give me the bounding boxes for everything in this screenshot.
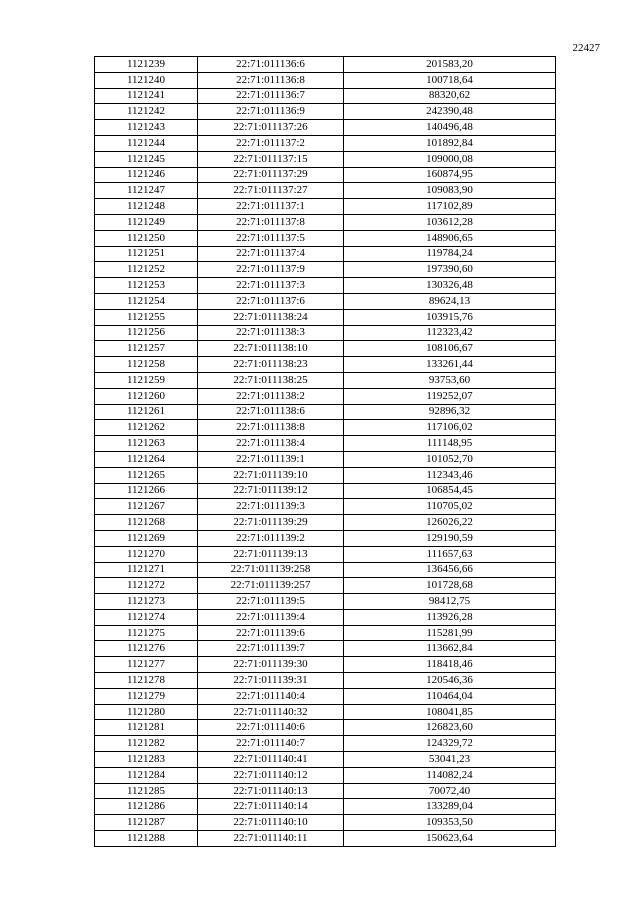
- table-row: [95, 483, 556, 499]
- row-id-cell: 1121274: [95, 609, 198, 625]
- row-id-cell: 1121265: [95, 467, 198, 483]
- row-id-cell: 1121259: [95, 372, 198, 388]
- row-id-cell: 1121247: [95, 183, 198, 199]
- row-id-cell: 1121239: [95, 57, 198, 73]
- row-id-cell: 1121288: [95, 831, 198, 847]
- row-id-cell: 1121269: [95, 530, 198, 546]
- cadastral-number-cell: 22:71:011139:6: [198, 625, 344, 641]
- value-cell: 103612,28: [344, 214, 556, 230]
- table-body: [95, 57, 556, 847]
- value-cell: 201583,20: [344, 57, 556, 73]
- value-cell: 100718,64: [344, 72, 556, 88]
- table-row: [95, 815, 556, 831]
- value-cell: 93753,60: [344, 372, 556, 388]
- table-row: [95, 704, 556, 720]
- table-row: [95, 262, 556, 278]
- table-row: [95, 467, 556, 483]
- table-row: [95, 720, 556, 736]
- table-row: [95, 831, 556, 847]
- value-cell: 126026,22: [344, 515, 556, 531]
- table-row: [95, 673, 556, 689]
- value-cell: 136456,66: [344, 562, 556, 578]
- cadastral-number-cell: 22:71:011136:6: [198, 57, 344, 73]
- table-row: [95, 752, 556, 768]
- value-cell: 106854,45: [344, 483, 556, 499]
- cadastral-number-cell: 22:71:011138:8: [198, 420, 344, 436]
- row-id-cell: 1121250: [95, 230, 198, 246]
- value-cell: 160874,95: [344, 167, 556, 183]
- row-id-cell: 1121279: [95, 688, 198, 704]
- cadastral-number-cell: 22:71:011140:11: [198, 831, 344, 847]
- cadastral-number-cell: 22:71:011136:9: [198, 104, 344, 120]
- table-row: [95, 546, 556, 562]
- row-id-cell: 1121287: [95, 815, 198, 831]
- table-row: [95, 641, 556, 657]
- cadastral-number-cell: 22:71:011138:24: [198, 309, 344, 325]
- row-id-cell: 1121285: [95, 783, 198, 799]
- row-id-cell: 1121253: [95, 278, 198, 294]
- row-id-cell: 1121282: [95, 736, 198, 752]
- page-number: 22427: [572, 42, 600, 54]
- cadastral-number-cell: 22:71:011139:29: [198, 515, 344, 531]
- value-cell: 109083,90: [344, 183, 556, 199]
- table-row: [95, 594, 556, 610]
- row-id-cell: 1121243: [95, 120, 198, 136]
- value-cell: 120546,36: [344, 673, 556, 689]
- row-id-cell: 1121258: [95, 357, 198, 373]
- cadastral-number-cell: 22:71:011137:15: [198, 151, 344, 167]
- cadastral-number-cell: 22:71:011137:5: [198, 230, 344, 246]
- value-cell: 140496,48: [344, 120, 556, 136]
- cadastral-number-cell: 22:71:011140:10: [198, 815, 344, 831]
- table-row: [95, 688, 556, 704]
- cadastral-number-cell: 22:71:011138:2: [198, 388, 344, 404]
- value-cell: 114082,24: [344, 767, 556, 783]
- value-cell: 111657,63: [344, 546, 556, 562]
- table-row: [95, 246, 556, 262]
- cadastral-number-cell: 22:71:011139:2: [198, 530, 344, 546]
- cadastral-number-cell: 22:71:011140:41: [198, 752, 344, 768]
- table-row: [95, 278, 556, 294]
- cadastral-number-cell: 22:71:011137:1: [198, 199, 344, 215]
- row-id-cell: 1121286: [95, 799, 198, 815]
- row-id-cell: 1121284: [95, 767, 198, 783]
- table-row: [95, 167, 556, 183]
- table-row: [95, 341, 556, 357]
- table-row: [95, 578, 556, 594]
- value-cell: 92896,32: [344, 404, 556, 420]
- table-row: [95, 625, 556, 641]
- value-cell: 101052,70: [344, 451, 556, 467]
- value-cell: 150623,64: [344, 831, 556, 847]
- cadastral-number-cell: 22:71:011137:6: [198, 293, 344, 309]
- value-cell: 113926,28: [344, 609, 556, 625]
- row-id-cell: 1121266: [95, 483, 198, 499]
- table-row: [95, 515, 556, 531]
- table-row: [95, 135, 556, 151]
- table-row: [95, 183, 556, 199]
- row-id-cell: 1121270: [95, 546, 198, 562]
- cadastral-number-cell: 22:71:011139:13: [198, 546, 344, 562]
- table-row: [95, 404, 556, 420]
- value-cell: 89624,13: [344, 293, 556, 309]
- cadastral-number-cell: 22:71:011138:25: [198, 372, 344, 388]
- cadastral-number-cell: 22:71:011137:27: [198, 183, 344, 199]
- row-id-cell: 1121263: [95, 436, 198, 452]
- value-cell: 117106,02: [344, 420, 556, 436]
- table-row: [95, 499, 556, 515]
- row-id-cell: 1121267: [95, 499, 198, 515]
- table-row: [95, 609, 556, 625]
- row-id-cell: 1121276: [95, 641, 198, 657]
- value-cell: 108106,67: [344, 341, 556, 357]
- cadastral-number-cell: 22:71:011136:7: [198, 88, 344, 104]
- cadastral-number-cell: 22:71:011137:26: [198, 120, 344, 136]
- value-cell: 197390,60: [344, 262, 556, 278]
- value-cell: 118418,46: [344, 657, 556, 673]
- cadastral-number-cell: 22:71:011139:7: [198, 641, 344, 657]
- value-cell: 110705,02: [344, 499, 556, 515]
- cadastral-number-cell: 22:71:011139:4: [198, 609, 344, 625]
- row-id-cell: 1121248: [95, 199, 198, 215]
- row-id-cell: 1121261: [95, 404, 198, 420]
- value-cell: 133289,04: [344, 799, 556, 815]
- row-id-cell: 1121254: [95, 293, 198, 309]
- value-cell: 133261,44: [344, 357, 556, 373]
- value-cell: 109353,50: [344, 815, 556, 831]
- value-cell: 124329,72: [344, 736, 556, 752]
- table-row: [95, 357, 556, 373]
- row-id-cell: 1121257: [95, 341, 198, 357]
- row-id-cell: 1121272: [95, 578, 198, 594]
- row-id-cell: 1121242: [95, 104, 198, 120]
- table-row: [95, 451, 556, 467]
- table-row: [95, 783, 556, 799]
- row-id-cell: 1121262: [95, 420, 198, 436]
- row-id-cell: 1121241: [95, 88, 198, 104]
- cadastral-number-cell: 22:71:011138:23: [198, 357, 344, 373]
- table-row: [95, 214, 556, 230]
- table-row: [95, 151, 556, 167]
- cadastral-number-cell: 22:71:011137:29: [198, 167, 344, 183]
- row-id-cell: 1121268: [95, 515, 198, 531]
- table-row: [95, 530, 556, 546]
- value-cell: 113662,84: [344, 641, 556, 657]
- table-row: [95, 120, 556, 136]
- row-id-cell: 1121244: [95, 135, 198, 151]
- table-row: [95, 72, 556, 88]
- value-cell: 126823,60: [344, 720, 556, 736]
- data-table: [94, 56, 556, 847]
- table-row: [95, 104, 556, 120]
- row-id-cell: 1121281: [95, 720, 198, 736]
- cadastral-number-cell: 22:71:011138:4: [198, 436, 344, 452]
- cadastral-number-cell: 22:71:011140:12: [198, 767, 344, 783]
- value-cell: 130326,48: [344, 278, 556, 294]
- cadastral-number-cell: 22:71:011139:5: [198, 594, 344, 610]
- table-row: [95, 562, 556, 578]
- cadastral-number-cell: 22:71:011137:8: [198, 214, 344, 230]
- row-id-cell: 1121255: [95, 309, 198, 325]
- cadastral-number-cell: 22:71:011139:30: [198, 657, 344, 673]
- value-cell: 242390,48: [344, 104, 556, 120]
- cadastral-number-cell: 22:71:011140:7: [198, 736, 344, 752]
- table-row: [95, 88, 556, 104]
- row-id-cell: 1121240: [95, 72, 198, 88]
- cadastral-number-cell: 22:71:011139:3: [198, 499, 344, 515]
- cadastral-number-cell: 22:71:011139:257: [198, 578, 344, 594]
- cadastral-number-cell: 22:71:011136:8: [198, 72, 344, 88]
- value-cell: 117102,89: [344, 199, 556, 215]
- cadastral-number-cell: 22:71:011139:258: [198, 562, 344, 578]
- cadastral-number-cell: 22:71:011138:3: [198, 325, 344, 341]
- value-cell: 110464,04: [344, 688, 556, 704]
- cadastral-number-cell: 22:71:011140:6: [198, 720, 344, 736]
- row-id-cell: 1121251: [95, 246, 198, 262]
- row-id-cell: 1121249: [95, 214, 198, 230]
- row-id-cell: 1121252: [95, 262, 198, 278]
- table-row: [95, 230, 556, 246]
- table-row: [95, 736, 556, 752]
- table-row: [95, 657, 556, 673]
- cadastral-number-cell: 22:71:011137:9: [198, 262, 344, 278]
- cadastral-number-cell: 22:71:011138:10: [198, 341, 344, 357]
- cadastral-number-cell: 22:71:011139:10: [198, 467, 344, 483]
- value-cell: 111148,95: [344, 436, 556, 452]
- value-cell: 103915,76: [344, 309, 556, 325]
- table-row: [95, 799, 556, 815]
- row-id-cell: 1121245: [95, 151, 198, 167]
- row-id-cell: 1121278: [95, 673, 198, 689]
- value-cell: 98412,75: [344, 594, 556, 610]
- value-cell: 129190,59: [344, 530, 556, 546]
- row-id-cell: 1121275: [95, 625, 198, 641]
- value-cell: 112323,42: [344, 325, 556, 341]
- cadastral-number-cell: 22:71:011139:1: [198, 451, 344, 467]
- row-id-cell: 1121280: [95, 704, 198, 720]
- value-cell: 148906,65: [344, 230, 556, 246]
- row-id-cell: 1121246: [95, 167, 198, 183]
- value-cell: 53041,23: [344, 752, 556, 768]
- cadastral-number-cell: 22:71:011140:32: [198, 704, 344, 720]
- row-id-cell: 1121260: [95, 388, 198, 404]
- row-id-cell: 1121264: [95, 451, 198, 467]
- cadastral-number-cell: 22:71:011138:6: [198, 404, 344, 420]
- table-row: [95, 420, 556, 436]
- value-cell: 109000,08: [344, 151, 556, 167]
- value-cell: 119784,24: [344, 246, 556, 262]
- table-row: [95, 293, 556, 309]
- value-cell: 112343,46: [344, 467, 556, 483]
- value-cell: 119252,07: [344, 388, 556, 404]
- value-cell: 115281,99: [344, 625, 556, 641]
- cadastral-number-cell: 22:71:011137:2: [198, 135, 344, 151]
- cadastral-number-cell: 22:71:011137:4: [198, 246, 344, 262]
- cadastral-number-cell: 22:71:011139:31: [198, 673, 344, 689]
- cadastral-number-cell: 22:71:011140:4: [198, 688, 344, 704]
- row-id-cell: 1121283: [95, 752, 198, 768]
- table-row: [95, 309, 556, 325]
- cadastral-number-cell: 22:71:011137:3: [198, 278, 344, 294]
- value-cell: 101892,84: [344, 135, 556, 151]
- row-id-cell: 1121273: [95, 594, 198, 610]
- cadastral-number-cell: 22:71:011140:14: [198, 799, 344, 815]
- cadastral-number-cell: 22:71:011139:12: [198, 483, 344, 499]
- table-row: [95, 199, 556, 215]
- value-cell: 70072,40: [344, 783, 556, 799]
- table-row: [95, 436, 556, 452]
- table-row: [95, 388, 556, 404]
- value-cell: 88320,62: [344, 88, 556, 104]
- row-id-cell: 1121256: [95, 325, 198, 341]
- table-row: [95, 57, 556, 73]
- table-row: [95, 325, 556, 341]
- table-row: [95, 372, 556, 388]
- row-id-cell: 1121277: [95, 657, 198, 673]
- row-id-cell: 1121271: [95, 562, 198, 578]
- value-cell: 101728,68: [344, 578, 556, 594]
- table-row: [95, 767, 556, 783]
- value-cell: 108041,85: [344, 704, 556, 720]
- cadastral-number-cell: 22:71:011140:13: [198, 783, 344, 799]
